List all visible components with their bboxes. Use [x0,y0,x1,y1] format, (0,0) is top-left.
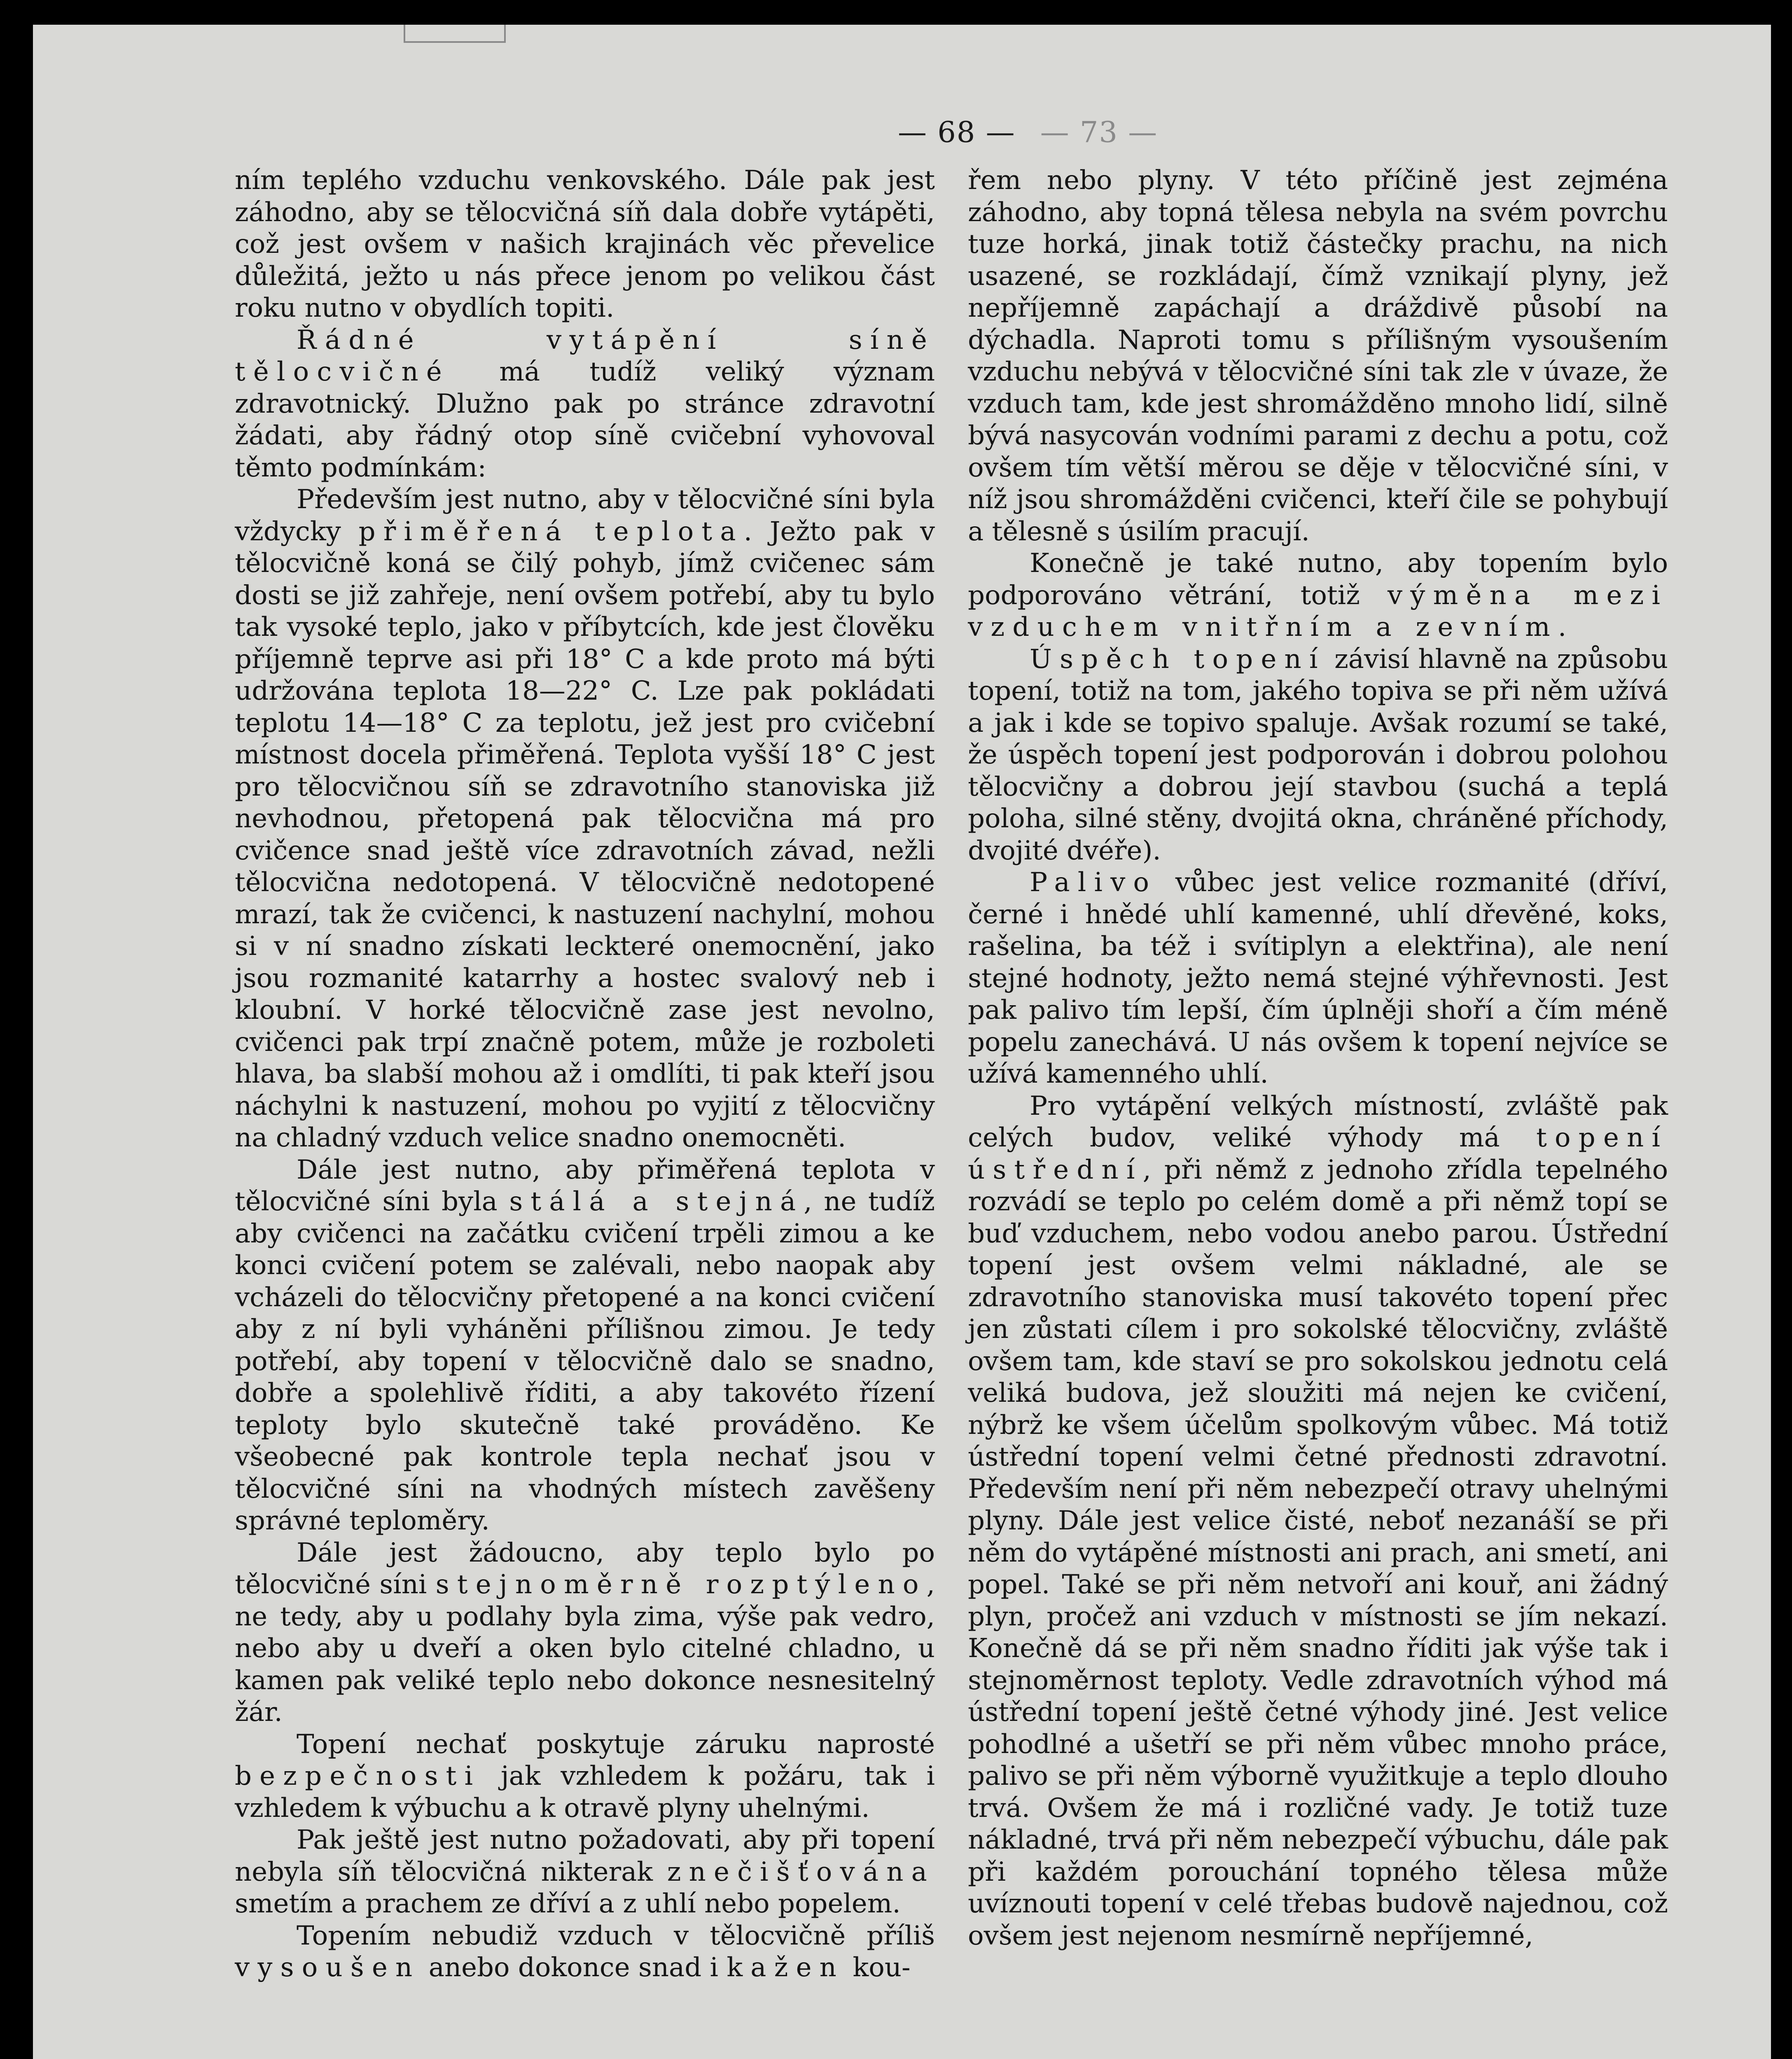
scan-artifact [404,25,506,43]
paragraph [235,1824,935,1920]
spaced-emphasis: bezpečnosti [235,1761,481,1791]
text-run: anebo dokonce snad i [420,1952,727,1983]
spaced-emphasis: Řádné vytápění síně tělocvičné [235,324,935,387]
text-run: Pak ještě jest nutno požadovati, aby při topení nebyla síň tělocvičná nikterak [235,1825,935,1887]
old-page-number: — 73 — [1040,115,1158,149]
spaced-emphasis: přiměřená teplota [358,516,744,547]
spaced-emphasis: stejnoměrně rozptýleno [435,1569,927,1600]
text-run: . Ježto pak v tělocvičně koná se čilý pohyb, jímž cvičenec sám dosti se již zahřeje, není ovšem potřebí, aby tu bylo tak vysoké teplo, jako v příbytcích, kde jest člověku příjemně teprve asi při 18° C a kde proto má býti udržována teplota 18—22° C. Lze pak pokládati teplotu 14—18° C za teplotu, jež jest pro cvičební místnost docela přiměřená. Teplota vyšší 18° C jest pro tělocvičnou síň se zdravotního stanoviska již nevhodnou, přetopená pak tělocvična má pro cvičence snad ještě více zdravotních závad, nežli tělocvična nedotopená. V tělocvičně nedotopené mrazí, tak že cvičenci, k nastuzení nachylní, mohou si v ní snadno získati leckteré onemocnění, jako jsou rozmanité katarrhy a hostec svalový neb i kloubní. V horké tělocvičně zase jest nevolno, cvičenci pak trpí značně potem, může je rozboleti hlava, ba slabší mohou až i omdlíti, ti pak kteří jsou náchylni k nastuzení, mohou po vyjití z tělocvičny na chladný vzduch velice snadno onemocněti. [235,516,935,1153]
scanned-page [33,25,1771,2059]
text-run: Pro vytápění velkých místností, zvláště pak celých budov, veliké výhody má [968,1090,1668,1153]
text-run: závisí hlavně na způsobu topení, totiž na tom, jakého topiva se při něm užívá a jak i kde se topivo spaluje. Avšak rozumí se také, že úspěch topení jest podporován i dobrou polohou tělocvičny a dobrou její stavbou (suchá a teplá poloha, silné stěny, dvojitá okna, chráněné příchody, dvojité dvéře). [968,644,1668,866]
spaced-emphasis: znečišťována [667,1856,935,1887]
spaced-emphasis: výměna mezi vzduchem vnitřním a zevním [968,580,1668,642]
paragraph [968,165,1668,548]
paragraph [968,1090,1668,1952]
text-run: . [1558,612,1567,642]
text-run: ním teplého vzduchu venkovského. Dále pak jest záhodno, aby se tělocvičná síň dala dobře vytápěti, což jest ovšem v našich krajinách věc převelice důležitá, ježto u nás přece jenom po velikou část roku nutno v obydlích topiti. [235,165,935,323]
paragraph [235,1537,935,1729]
text-run: smetím a prachem ze dříví a z uhlí nebo popelem. [235,1889,901,1919]
paragraph [968,548,1668,644]
text-run: Topení nechať poskytuje záruku naprosté [297,1729,935,1760]
spaced-emphasis: Úspěch topení [1030,644,1326,675]
text-run: vůbec jest velice rozmanité (dříví, černé i hnědé uhlí kamenné, uhlí dřevěné, koks, rašelina, ba též i svítiplyn a elektřina), ale není stejné hodnoty, ježto nemá stejné výhřevnosti. Jest pak palivo tím lepší, čím úplněji shoří a čím méně popelu zanechává. U nás ovšem k topení nejvíce se užívá kamenného uhlí. [968,867,1668,1089]
text-run: Dále jest žádoucno, aby teplo bylo po tělocvičné síni [235,1537,935,1600]
text-run: , ne tudíž aby cvičenci na začátku cvičení trpěli zimou a ke konci cvičení potem se zalévali, nebo naopak aby vcházeli do tělocvičny přetopené a na konci cvičení aby z ní byli vyháněni přílišnou zimou. Je tedy potřebí, aby topení v tělocvičně dalo se snadno, dobře a spolehlivě říditi, a aby takovéto řízení teploty bylo skutečně také prováděno. Ke všeobecné pak kontrole tepla nechať jsou v tělocvičné síni na vhodných místech zavěšeny správné teploměry. [235,1186,935,1536]
paragraph [235,1920,935,1984]
paragraph [235,1729,935,1825]
text-run: Především jest nutno, aby v tělocvičné síni byla vždycky [235,484,935,547]
paragraph [235,484,935,1154]
text-run: jak vzhledem k požáru, tak i vzhledem k výbuchu a k otravě plyny uhelnými. [235,1761,935,1823]
page-header [898,115,1158,149]
text-run: Konečně je také nutno, aby topením bylo podporováno větrání, totiž [968,548,1668,611]
paragraph [235,165,935,324]
text-run: , ne tedy, aby u podlahy byla zima, výše pak vedro, nebo aby u dveří a oken bylo citelné chladno, u kamen pak veliké teplo nebo dokonce nesnesitelný žár. [235,1569,935,1728]
text-run: kou- [844,1952,911,1983]
page-number: — 68 — [898,115,1016,149]
text-run: Dále jest nutno, aby přiměřená teplota v tělocvičné síni byla [235,1154,935,1217]
spaced-emphasis: topení ústřední [968,1123,1668,1185]
spaced-emphasis: stálá a stejná [509,1186,804,1217]
spaced-emphasis: kažen [727,1952,845,1983]
text-run: má tudíž veliký význam zdravotnický. Dlužno pak po stránce zdravotní žádati, aby řádný otop síně cvičební vyhovoval těmto podmínkám: [235,357,935,483]
spaced-emphasis: Palivo [1030,867,1157,898]
text-run: Topením nebudiž vzduch v tělocvičně příliš [297,1920,935,1951]
text-run: řem nebo plyny. V této příčině jest zejména záhodno, aby topná tělesa nebyla na svém povrchu tuze horká, jinak totiž částečky prachu, na nich usazené, se rozkládají, čímž vznikají plyny, jež nepříjemně zapáchají a dráždivě působí na dýchadla. Naproti tomu s přílišným vysoušením vzduchu nebývá v tělocvičné síni tak zle v úvaze, že vzduch tam, kde jest shromážděno mnoho lidí, silně bývá nasycován vodními parami z dechu a potu, což ovšem tím větší měrou se děje v tělocvičné síni, v níž jsou shromážděni cvičenci, kteří čile se pohybují a tělesně s úsilím pracují. [968,165,1668,547]
right-column [968,165,1668,1952]
paragraph [235,1154,935,1537]
text-run: , při němž z jednoho zřídla tepelného rozvádí se teplo po celém domě a při němž topí se buď vzduchem, nebo vodou anebo parou. Ústřední topení jest ovšem velmi nákladné, ale se zdravotního stanoviska musí takovéto topení přec jen zůstati cílem i pro sokolské tělocvičny, zvláště ovšem tam, kde staví se pro sokolskou jednotu celá veliká budova, jež sloužiti má nejen ke cvičení, nýbrž ke všem účelům spolkovým vůbec. Má totiž ústřední topení velmi četné přednosti zdravotní. Především není při něm nebezpečí otravy uhelnými plyny. Dále jest velice čisté, neboť nezanáší se při něm do vytápěné místnosti ani prach, ani smetí, ani popel. Také se při něm netvoří ani kouř, ani žádný plyn, pročež ani vzduch v místnosti se jím nekazí. Konečně dá se při něm snadno říditi jak výše tak i stejnoměrnost teploty. Vedle zdravotních výhod má ústřední topení ještě četné výhody jiné. Jest velice pohodlné a ušetří se při něm vůbec mnoho práce, palivo se při něm výborně využitkuje a teplo dlouho trvá. Ovšem že má i rozličné vady. Je totiž tuze nákladné, trvá při něm nebezpečí výbuchu, dále pak při každém porouchání topného tělesa může uvíznouti topení v celé třebas budově najednou, což ovšem jest nejenom nesmírně nepříjemné, [968,1154,1668,1951]
paragraph [968,644,1668,867]
paragraph [968,867,1668,1090]
paragraph [235,324,935,484]
left-column [235,165,935,1984]
spaced-emphasis: vysoušen [235,1952,421,1983]
